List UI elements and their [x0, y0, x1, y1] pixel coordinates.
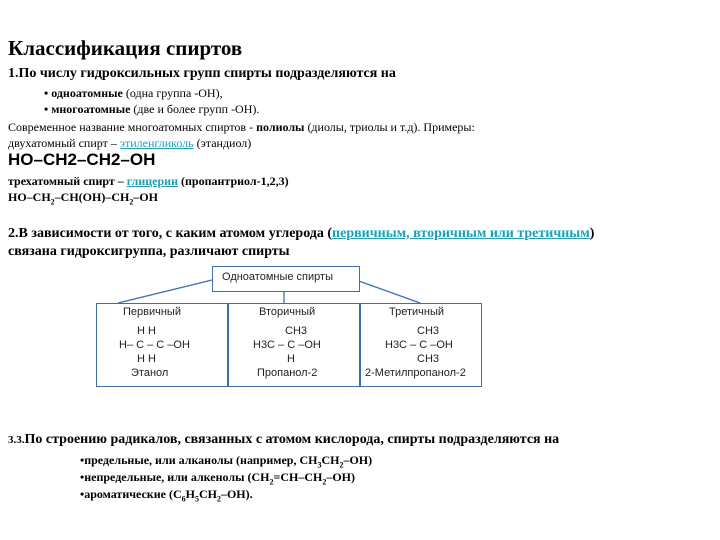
ethylene-glycol-formula: HO–CH2–CH2–OH — [8, 150, 156, 169]
saturated-item: •предельные, или алканолы (например, $CH_3CH_2-OH$) — [80, 453, 373, 470]
ethanol-structure: H H H– C – C –OH H H Этанол — [119, 325, 190, 379]
section3-heading: 3.3.По строению радикалов, связанных с атомом кислорода, спирты подразделяются на — [8, 432, 560, 447]
polyols-paragraph: Современное название многоатомных спиртов - полиолы (диолы, триолы и т.д). Примеры: — [8, 120, 475, 134]
unsaturated-item: •непредельные, или алкенолы $(CH_2=CH-CH_2-OH)$ — [80, 470, 355, 487]
section2-heading: 2.В зависимости от того, с каким атомом углерода (первичным, вторичным или третичным) — [8, 226, 595, 241]
secondary-alcohol-box — [228, 303, 360, 387]
glycerin-formula: $HO-CH_2-CH(OH)-CH_2-OH$ — [8, 190, 159, 207]
primary-title: Первичный — [123, 306, 181, 318]
methylpropanol-structure: CH3 H3C – C –OH CH3 2-Метилпропанол-2 — [365, 325, 466, 379]
root-box — [212, 266, 360, 292]
aromatic-item: •ароматические $(C_6H_5CH_2-OH)$. — [80, 487, 253, 504]
tertiary-title: Третичный — [389, 306, 445, 318]
propanol-2-name: Пропанол-2 — [257, 367, 318, 379]
page-title: Классификация спиртов — [8, 36, 243, 60]
carbon-types-link[interactable]: первичным, вторичным или третичным — [332, 226, 590, 241]
bullet-polyatomic: • многоатомные (две и более групп -OH). — [44, 102, 260, 116]
tertiary-alcohol-box — [360, 303, 482, 387]
bullet-monoatomic: • одноатомные (одна группа -OH), — [44, 86, 223, 100]
glycerin-link[interactable]: глицерин — [126, 174, 179, 188]
section2-heading-line2: связана гидроксигруппа, различают спирты — [8, 244, 290, 259]
diol-example: двухатомный спирт – этиленгликоль (этандиол) — [8, 136, 252, 150]
triol-example: трехатомный спирт – глицерин (пропантриол-1,2,3) — [8, 174, 289, 188]
ethanol-name: Этанол — [131, 367, 169, 379]
root-label: Одноатомные спирты — [222, 271, 333, 283]
secondary-title: Вторичный — [259, 306, 316, 318]
ethylene-glycol-link[interactable]: этиленгликоль — [119, 136, 194, 150]
section1-heading: 1.По числу гидроксильных групп спирты подразделяются на — [8, 66, 396, 81]
primary-alcohol-box — [96, 303, 228, 387]
propanol-2-structure: CH3 H3C – C –OH H Пропанол-2 — [253, 325, 321, 379]
methylpropanol-name: 2-Метилпропанол-2 — [365, 367, 466, 379]
